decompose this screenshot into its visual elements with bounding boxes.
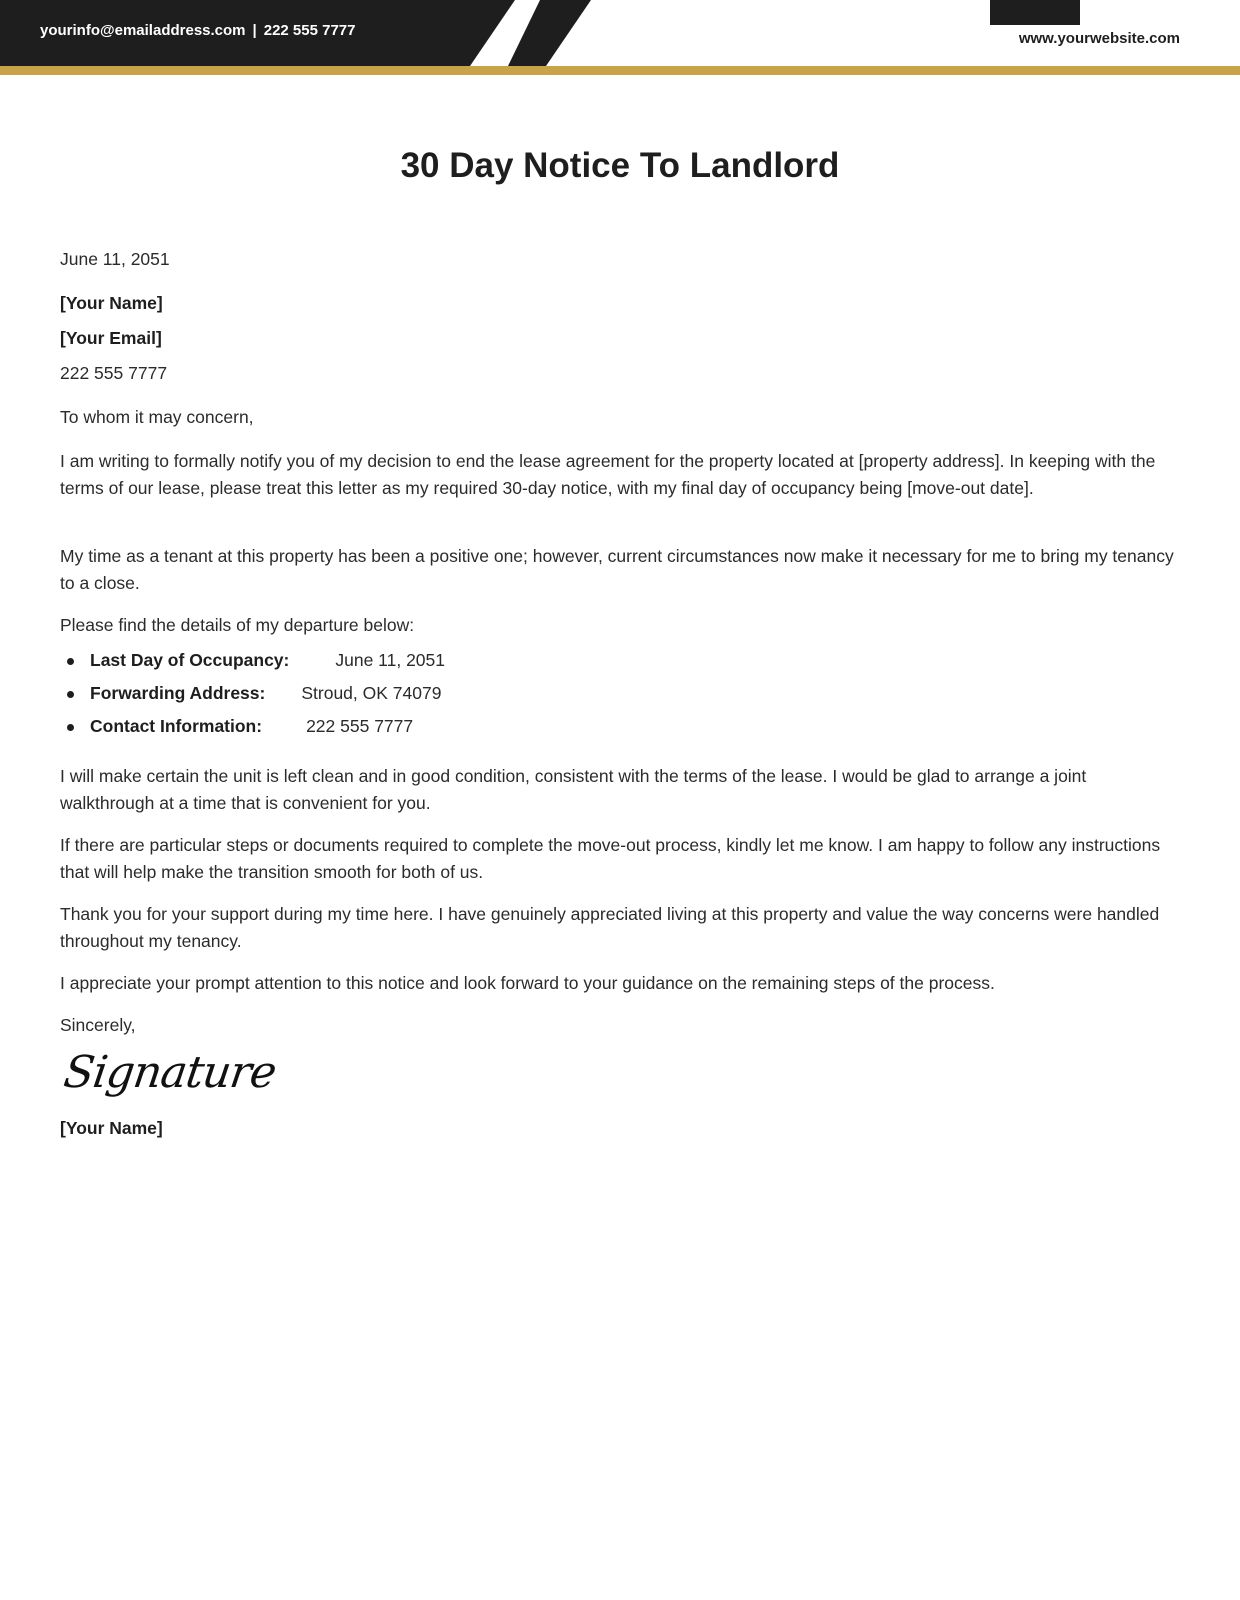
header-separator: | — [252, 22, 257, 39]
paragraph-condition: I will make certain the unit is left clean and in good condition, consistent with the terms of the lease. I would be glad to arrange a joint walkthrough at a time that is convenient for you. — [60, 766, 1087, 813]
sender-phone: 222 555 7777 — [60, 363, 168, 383]
signoff-name: [Your Name] — [60, 1118, 163, 1138]
paragraph-tenancy: My time as a tenant at this property has been a positive one; however, current circumstances now make it necessary for me to bring my tenancy to a close. — [60, 546, 1174, 593]
header-contact — [40, 22, 356, 39]
header-diagonal-stripe — [508, 0, 591, 66]
signature: Signature — [60, 1047, 279, 1098]
paragraph-steps: If there are particular steps or documents required to complete the move-out process, kindly let me know. I am happy to follow any instructions that will help make the transition smooth for both of us. — [60, 835, 1161, 882]
bullet-icon — [67, 658, 74, 665]
detail-label: Last Day of Occupancy: — [90, 650, 290, 670]
sender-email: [Your Email] — [60, 328, 162, 348]
letter-body — [60, 246, 1178, 1142]
letter-date: June 11, 2051 — [60, 249, 170, 269]
detail-value: June 11, 2051 — [335, 650, 446, 670]
header-phone: 222 555 7777 — [263, 22, 356, 39]
header-gold-rule — [0, 66, 1240, 75]
paragraph-thanks: Thank you for your support during my time here. I have genuinely appreciated living at this property and value the way concerns were handled throughout my tenancy. — [60, 904, 1160, 951]
paragraph-notice: I am writing to formally notify you of my decision to end the lease agreement for the property located at [property address]. In keeping with the terms of our lease, please treat this letter as my required 30-day notice, with my final day of occupancy being [move-out date]. — [60, 451, 1156, 498]
sender-name: [Your Name] — [60, 293, 163, 313]
page-title: 30 Day Notice To Landlord — [400, 146, 840, 185]
salutation: To whom it may concern, — [60, 407, 254, 427]
header-email: yourinfo@emailaddress.com — [40, 22, 246, 39]
paragraph-appreciation: I appreciate your prompt attention to this notice and look forward to your guidance on the remaining steps of the process. — [60, 973, 995, 993]
list-item — [60, 647, 1178, 680]
departure-details-list — [60, 647, 1178, 746]
detail-label: Contact Information: — [90, 716, 263, 736]
list-item — [60, 713, 1178, 746]
bullet-icon — [67, 691, 74, 698]
list-item — [60, 680, 1178, 713]
header-dark-tab — [990, 0, 1080, 25]
detail-value: 222 555 7777 — [306, 716, 414, 736]
detail-label: Forwarding Address: — [90, 683, 266, 703]
details-intro: Please find the details of my departure below: — [60, 615, 415, 635]
bullet-icon — [67, 724, 74, 731]
header-website: www.yourwebsite.com — [1018, 30, 1180, 47]
detail-value: Stroud, OK 74079 — [301, 683, 442, 703]
closing: Sincerely, — [60, 1015, 136, 1035]
